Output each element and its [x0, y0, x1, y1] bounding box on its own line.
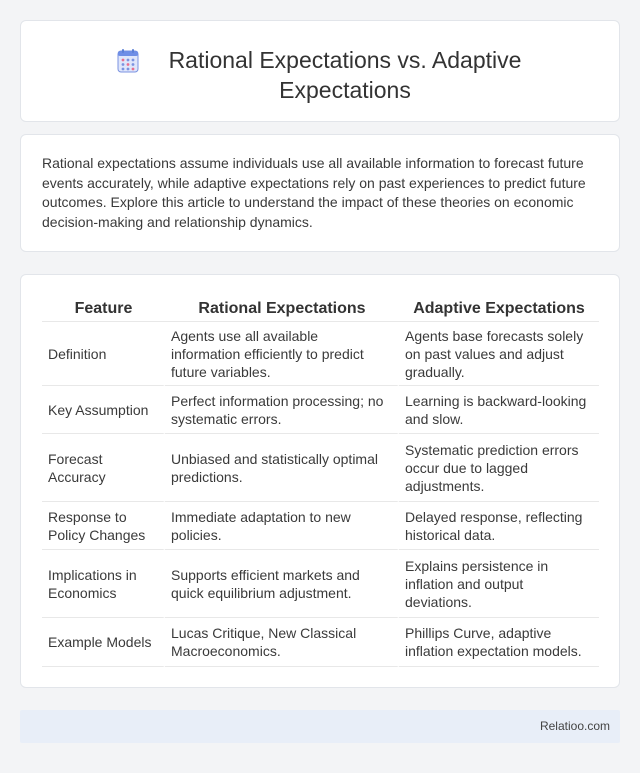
table-row	[42, 618, 599, 667]
header-adaptive: Adaptive Expectations	[399, 296, 599, 322]
title-wrap	[21, 45, 619, 105]
adaptive-cell: Delayed response, reflecting historical data.	[399, 502, 599, 550]
rational-cell: Perfect information processing; no systematic errors.	[165, 386, 399, 434]
footer	[20, 710, 620, 743]
feature-cell: Response to Policy Changes	[42, 502, 165, 550]
title-card	[20, 20, 620, 122]
footer-brand: Relatioo.com	[539, 719, 610, 733]
page-title: Rational Expectations vs. Adaptive Expectations	[168, 47, 522, 103]
header-feature: Feature	[42, 296, 165, 322]
feature-cell: Definition	[42, 322, 165, 386]
header-rational: Rational Expectations	[165, 296, 399, 322]
table-row	[42, 434, 599, 502]
rational-cell: Agents use all available information efficiently to predict future variables.	[165, 322, 399, 386]
table-header-row	[42, 296, 599, 322]
adaptive-cell: Systematic prediction errors occur due to lagged adjustments.	[399, 434, 599, 502]
table-row	[42, 550, 599, 618]
feature-cell: Example Models	[42, 618, 165, 667]
adaptive-cell: Phillips Curve, adaptive inflation expectation models.	[399, 618, 599, 667]
rational-cell: Unbiased and statistically optimal predictions.	[165, 434, 399, 502]
comparison-card	[20, 274, 620, 688]
rational-cell: Lucas Critique, New Classical Macroeconomics.	[165, 618, 399, 667]
intro-card	[20, 134, 620, 252]
feature-cell: Implications in Economics	[42, 550, 165, 618]
feature-cell: Forecast Accuracy	[42, 434, 165, 502]
comparison-table	[42, 296, 599, 667]
table-row	[42, 502, 599, 550]
adaptive-cell: Agents base forecasts solely on past values and adjust gradually.	[399, 322, 599, 386]
rational-cell: Immediate adaptation to new policies.	[165, 502, 399, 550]
adaptive-cell: Learning is backward-looking and slow.	[399, 386, 599, 434]
feature-cell: Key Assumption	[42, 386, 165, 434]
rational-cell: Supports efficient markets and quick equilibrium adjustment.	[165, 550, 399, 618]
adaptive-cell: Explains persistence in inflation and output deviations.	[399, 550, 599, 618]
table-row	[42, 322, 599, 386]
table-row	[42, 386, 599, 434]
intro-text: Rational expectations assume individuals use all available information to forecast future events accurately, while adaptive expectations rely on past experiences to predict future outcomes. Explore this article to understand the impact of these theories on economic decision-making and relationship dynamics.	[42, 155, 586, 230]
